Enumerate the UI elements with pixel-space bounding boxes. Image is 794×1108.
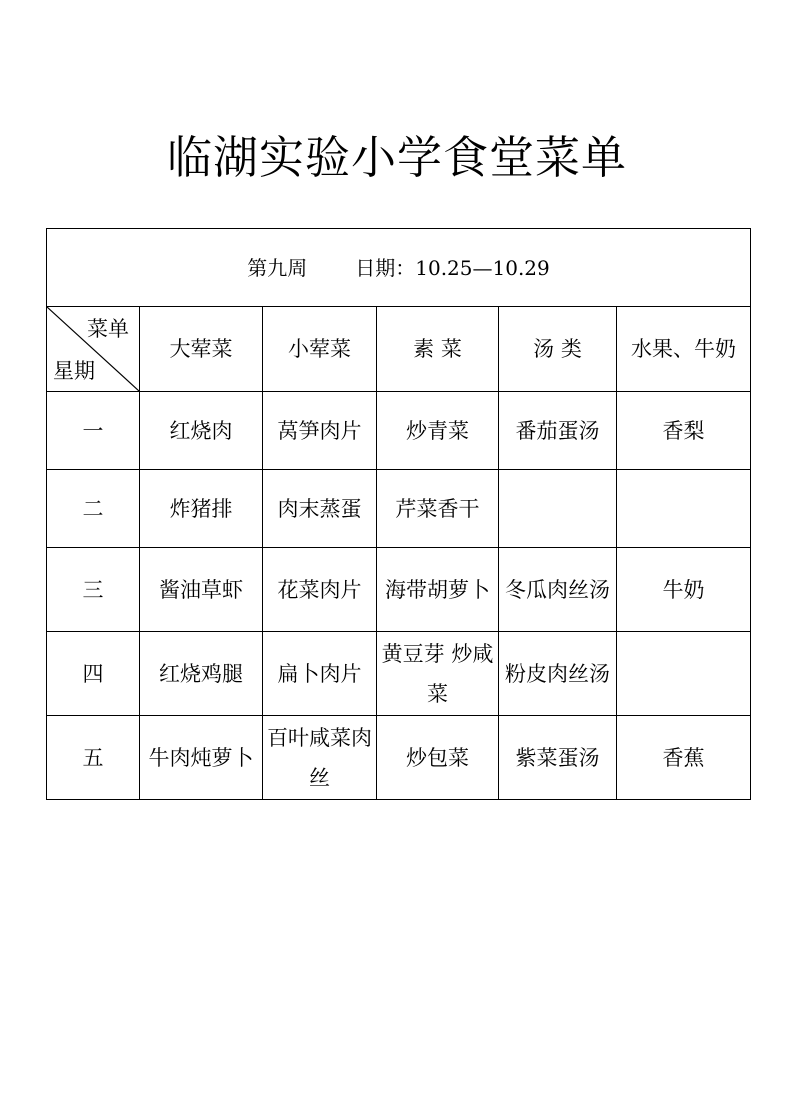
column-header: 小荤菜 (263, 307, 377, 392)
menu-cell: 酱油草虾 (140, 548, 263, 632)
menu-cell: 香梨 (617, 392, 751, 470)
menu-cell: 香蕉 (617, 716, 751, 800)
weekday-cell: 三 (47, 548, 140, 632)
week-info-cell (47, 229, 751, 307)
menu-cell: 肉末蒸蛋 (263, 470, 377, 548)
corner-header-cell (47, 307, 140, 392)
table-row (47, 470, 751, 548)
menu-cell: 炸猪排 (140, 470, 263, 548)
menu-cell: 牛奶 (617, 548, 751, 632)
table-row (47, 548, 751, 632)
menu-cell: 牛肉炖萝卜 (140, 716, 263, 800)
menu-cell: 红烧肉 (140, 392, 263, 470)
menu-cell: 花菜肉片 (263, 548, 377, 632)
corner-label-menu: 菜单 (87, 317, 129, 341)
table-row (47, 392, 751, 470)
weekday-cell: 二 (47, 470, 140, 548)
menu-cell (499, 470, 617, 548)
menu-cell: 海带胡萝卜 (377, 548, 499, 632)
menu-cell: 炒包菜 (377, 716, 499, 800)
menu-cell: 莴笋肉片 (263, 392, 377, 470)
column-header: 大荤菜 (140, 307, 263, 392)
menu-cell: 炒青菜 (377, 392, 499, 470)
menu-cell (617, 470, 751, 548)
page-title: 临湖实验小学食堂菜单 (166, 131, 627, 184)
corner-label-weekday: 星期 (53, 359, 95, 383)
header-row (47, 307, 751, 392)
menu-cell: 百叶咸菜肉丝 (263, 716, 377, 800)
menu-cell: 粉皮肉丝汤 (499, 632, 617, 716)
date-range: 日期：10.25—10.29 (355, 255, 550, 280)
column-header: 素 菜 (377, 307, 499, 392)
menu-table (46, 228, 751, 800)
column-header: 水果、牛奶 (617, 307, 751, 392)
menu-cell: 黄豆芽 炒咸菜 (377, 632, 499, 716)
week-label: 第九周 (247, 255, 308, 280)
menu-cell: 番茄蛋汤 (499, 392, 617, 470)
column-header: 汤 类 (499, 307, 617, 392)
table-row (47, 716, 751, 800)
table-row (47, 632, 751, 716)
weekday-cell: 五 (47, 716, 140, 800)
menu-cell (617, 632, 751, 716)
weekday-cell: 一 (47, 392, 140, 470)
menu-cell: 芹菜香干 (377, 470, 499, 548)
menu-cell: 红烧鸡腿 (140, 632, 263, 716)
menu-cell: 扁卜肉片 (263, 632, 377, 716)
weekday-cell: 四 (47, 632, 140, 716)
week-row (47, 229, 751, 307)
menu-cell: 冬瓜肉丝汤 (499, 548, 617, 632)
menu-cell: 紫菜蛋汤 (499, 716, 617, 800)
